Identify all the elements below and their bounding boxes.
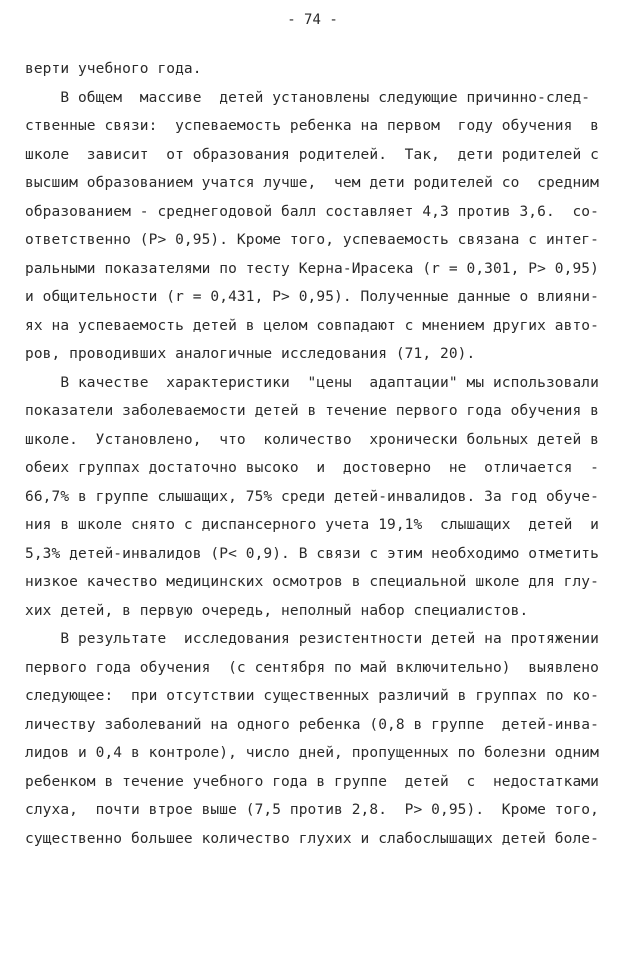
text-line: ральными показателями по тесту Керна-Ирасека (r = 0,301, Р> 0,95) bbox=[25, 261, 599, 277]
text-line: В результате исследования резистентности детей на протяжении bbox=[25, 631, 599, 647]
text-line: ребенком в течение учебного года в группе детей с недостатками bbox=[25, 774, 599, 790]
text-line: ния в школе снято с диспансерного учета 19,1% слышащих детей и bbox=[25, 517, 599, 533]
text-line: В общем массиве детей установлены следующие причинно-след- bbox=[25, 90, 591, 106]
text-line: лидов и 0,4 в контроле), число дней, пропущенных по болезни одним bbox=[25, 745, 599, 761]
text-line: обеих группах достаточно высоко и достоверно не отличается - bbox=[25, 460, 599, 476]
text-line: ответственно (Р> 0,95). Кроме того, успеваемость связана с интег- bbox=[25, 232, 599, 248]
text-line: В качестве характеристики "цены адаптации" мы использовали bbox=[25, 375, 599, 391]
text-line: высшим образованием учатся лучше, чем дети родителей со средним bbox=[25, 175, 599, 191]
text-line: личеству заболеваний на одного ребенка (0,8 в группе детей-инва- bbox=[25, 717, 599, 733]
text-line: образованием - среднегодовой балл составляет 4,3 против 3,6. со- bbox=[25, 204, 599, 220]
page-number: - 74 - bbox=[287, 12, 338, 28]
text-line: верти учебного года. bbox=[25, 61, 202, 77]
text-line: следующее: при отсутствии существенных различий в группах по ко- bbox=[25, 688, 599, 704]
text-line: первого года обучения (с сентября по май включительно) выявлено bbox=[25, 660, 599, 676]
text-line: низкое качество медицинских осмотров в специальной школе для глу- bbox=[25, 574, 599, 590]
text-line: ственные связи: успеваемость ребенка на первом году обучения в bbox=[25, 118, 599, 134]
text-line: школе. Установлено, что количество хронически больных детей в bbox=[25, 432, 599, 448]
text-line: ях на успеваемость детей в целом совпадают с мнением других авто- bbox=[25, 318, 599, 334]
text-line: показатели заболеваемости детей в течение первого года обучения в bbox=[25, 403, 599, 419]
text-line: слуха, почти втрое выше (7,5 против 2,8. Р> 0,95). Кроме того, bbox=[25, 802, 599, 818]
text-line: хих детей, в первую очередь, неполный набор специалистов. bbox=[25, 603, 529, 619]
text-line: ров, проводивших аналогичные исследования (71, 20). bbox=[25, 346, 476, 362]
text-line: школе зависит от образования родителей. Так, дети родителей с bbox=[25, 147, 599, 163]
text-line: и общительности (r = 0,431, Р> 0,95). Полученные данные о влияни- bbox=[25, 289, 599, 305]
text-line: 5,3% детей-инвалидов (Р< 0,9). В связи с этим необходимо отметить bbox=[25, 546, 599, 562]
text-line: существенно большее количество глухих и слабослышащих детей боле- bbox=[25, 831, 599, 847]
text-line: 66,7% в группе слышащих, 75% среди детей-инвалидов. За год обуче- bbox=[25, 489, 599, 505]
